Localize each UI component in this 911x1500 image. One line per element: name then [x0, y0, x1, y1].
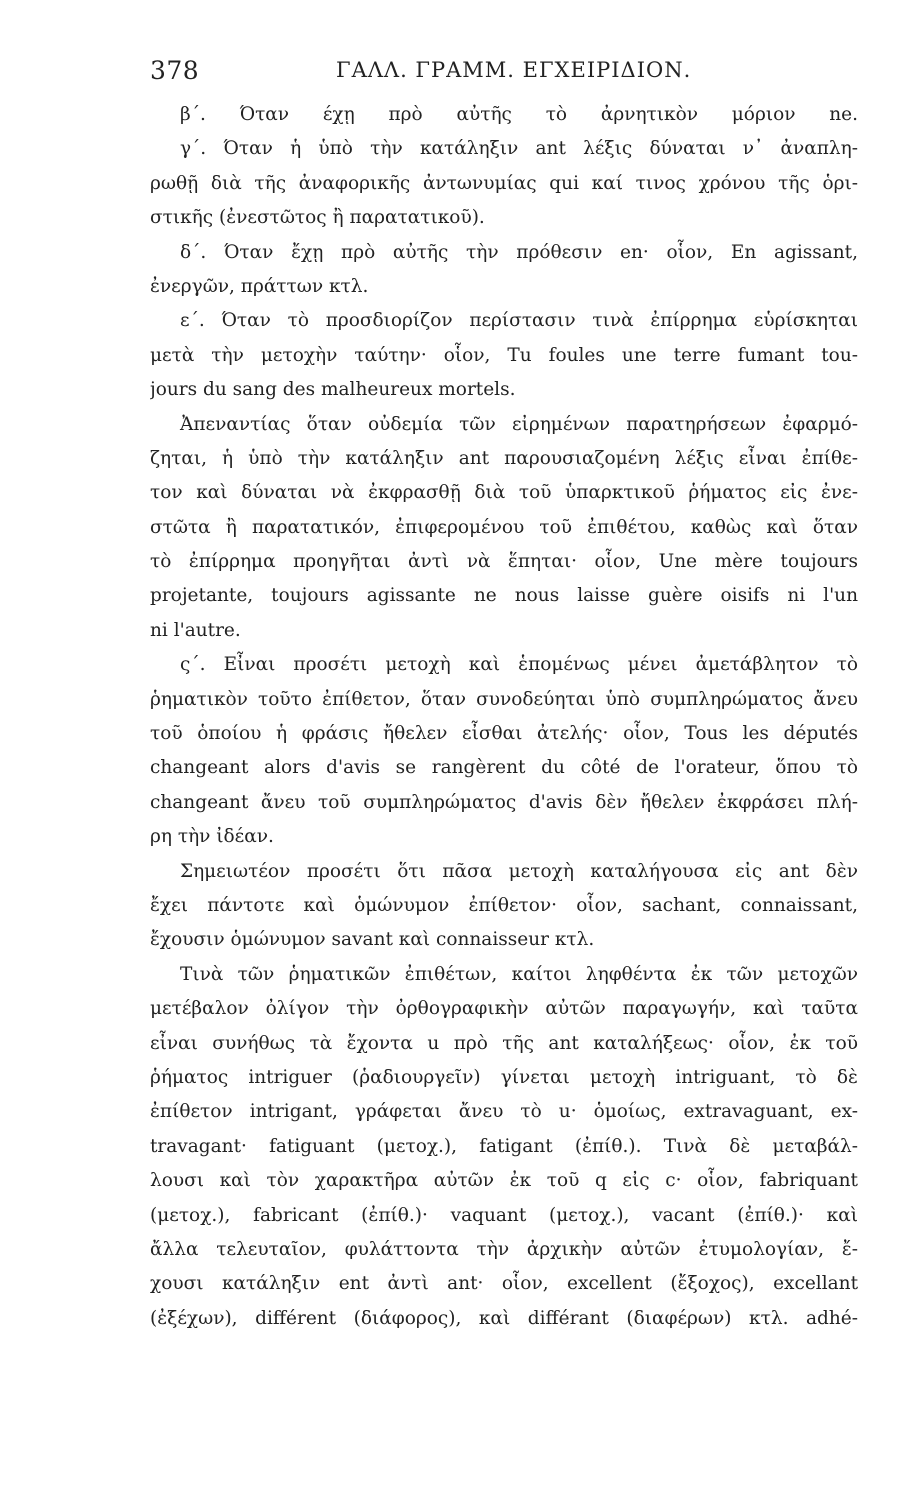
text-line: Τινὰ τῶν ῥηματικῶν ἐπιθέτων, καίτοι ληφθέντα ἐκ τῶν μετοχῶν — [180, 963, 858, 985]
text-line: τὸ ἐπίρρημα προηγῆται ἀντὶ νὰ ἕπηται· οἷον, Une mère toujours — [150, 551, 858, 573]
text-line: jours du sang des malheureux mortels. — [150, 379, 516, 401]
text-line: ἐνεργῶν, πράττων κτλ. — [150, 275, 369, 297]
page-number: 378 — [150, 56, 200, 85]
text-line: μετέβαλον ὀλίγον τὴν ὀρθογραφικὴν αὐτῶν παραγωγήν, καὶ ταῦτα — [150, 998, 858, 1020]
text-line: ῥηματικὸν τοῦτο ἐπίθετον, ὅταν συνοδεύηται ὑπὸ συμπληρώματος ἄνευ — [150, 688, 858, 710]
text-line: ζηται, ἡ ὑπὸ τὴν κατάληξιν ant παρουσιαζομένη λέξις εἶναι ἐπίθε- — [150, 447, 858, 469]
text-line: β΄. Όταν έχῃ πρὸ αὐτῆς τὸ ἀρνητικὸν μόριον ne. — [180, 104, 858, 125]
text-line: (μετοχ.), fabricant (ἐπίθ.)· vaquant (μετοχ.), vacant (ἐπίθ.)· καὶ — [150, 1204, 858, 1226]
text-line: γ΄. Όταν ἡ ὑπὸ τὴν κατάληξιν ant λέξις δύναται ν᾽ ἀναπλη- — [180, 138, 858, 160]
text-line: ἄλλα τελευταῖον, φυλάττοντα τὴν ἀρχικὴν αὐτῶν ἐτυμολογίαν, ἔ- — [150, 1238, 858, 1260]
text-line: στικῆς (ἐνεστῶτος ἢ παρατατικοῦ). — [150, 207, 485, 229]
text-line: τοῦ ὁποίου ἡ φράσις ἤθελεν εἶσθαι ἀτελής· οἷον, Tous les députés — [150, 723, 858, 745]
text-line: projetante, toujours agissante ne nous laisse guère oisifs ni l'un — [150, 585, 858, 607]
text-line: λουσι καὶ τὸν χαρακτῆρα αὐτῶν ἐκ τοῦ q εἰς c· οἷον, fabriquant — [150, 1170, 858, 1192]
text-line: ni l'autre. — [150, 619, 241, 641]
text-line: ἔχουσιν ὁμώνυμον savant καὶ connaisseur κτλ. — [150, 929, 595, 951]
text-line: μετὰ τὴν μετοχὴν ταύτην· οἷον, Tu foules une terre fumant tou- — [150, 344, 858, 366]
text-line: (ἐξέχων), différent (διάφορος), καὶ différant (διαφέρων) κτλ. adhé- — [150, 1307, 858, 1329]
text-line: χουσι κατάληξιν ent ἀντὶ ant· οἷον, excellent (ἔξοχος), excellant — [150, 1273, 858, 1295]
text-line: ἔχει πάντοτε καὶ ὁμώνυμον ἐπίθετον· οἷον, sachant, connaissant, — [150, 894, 858, 916]
text-line: ἐπίθετον intrigant, γράφεται ἄνευ τὸ u· ὁμοίως, extravaguant, ex- — [150, 1101, 858, 1123]
text-line: ς΄. Εἶναι προσέτι μετοχὴ καὶ ἑπομένως μένει ἀμετάβλητον τὸ — [180, 654, 858, 676]
text-line: travagant· fatiguant (μετοχ.), fatigant (ἐπίθ.). Τινὰ δὲ μεταβάλ- — [150, 1135, 858, 1157]
text-line: δ΄. Όταν ἔχῃ πρὸ αὐτῆς τὴν πρόθεσιν en· οἷον, En agissant, — [180, 241, 858, 263]
text-line: ρωθῇ διὰ τῆς ἀναφορικῆς ἀντωνυμίας qui καί τινος χρόνου τῆς ὁρι- — [150, 172, 858, 194]
body-text — [150, 98, 858, 1336]
text-line: ῥήματος intriguer (ῥαδιουργεῖν) γίνεται μετοχὴ intriguant, τὸ δὲ — [150, 1066, 858, 1088]
text-line: changeant ἄνευ τοῦ συμπληρώματος d'avis δὲν ἤθελεν ἐκφράσει πλή- — [150, 791, 858, 813]
text-line: ε΄. Όταν τὸ προσδιορίζον περίστασιν τινὰ ἐπίρρημα εὑρίσκηται — [180, 310, 858, 332]
text-line: Ἀπεναντίας ὅταν οὐδεμία τῶν εἰρημένων παρατηρήσεων ἐφαρμό- — [180, 413, 858, 435]
text-line: εἶναι συνήθως τὰ ἔχοντα u πρὸ τῆς ant καταλήξεως· οἷον, ἐκ τοῦ — [150, 1032, 858, 1054]
running-head: ΓΑΛΛ. ΓΡΑΜΜ. ΕΓΧΕΙΡΙΔΙΟΝ. — [336, 58, 692, 82]
text-line: Σημειωτέον προσέτι ὅτι πᾶσα μετοχὴ καταλήγουσα εἰς ant δὲν — [180, 860, 858, 882]
text-line: στῶτα ἢ παρατατικόν, ἐπιφερομένου τοῦ ἐπιθέτου, καθὼς καὶ ὅταν — [150, 516, 858, 538]
page-header — [150, 56, 858, 92]
text-line: ρη τὴν ἰδέαν. — [150, 826, 274, 848]
text-line: changeant alors d'avis se rangèrent du côté de l'orateur, ὅπου τὸ — [150, 757, 858, 779]
text-line: τον καὶ δύναται νὰ ἐκφρασθῇ διὰ τοῦ ὑπαρκτικοῦ ῥήματος εἰς ἐνε- — [150, 482, 858, 504]
